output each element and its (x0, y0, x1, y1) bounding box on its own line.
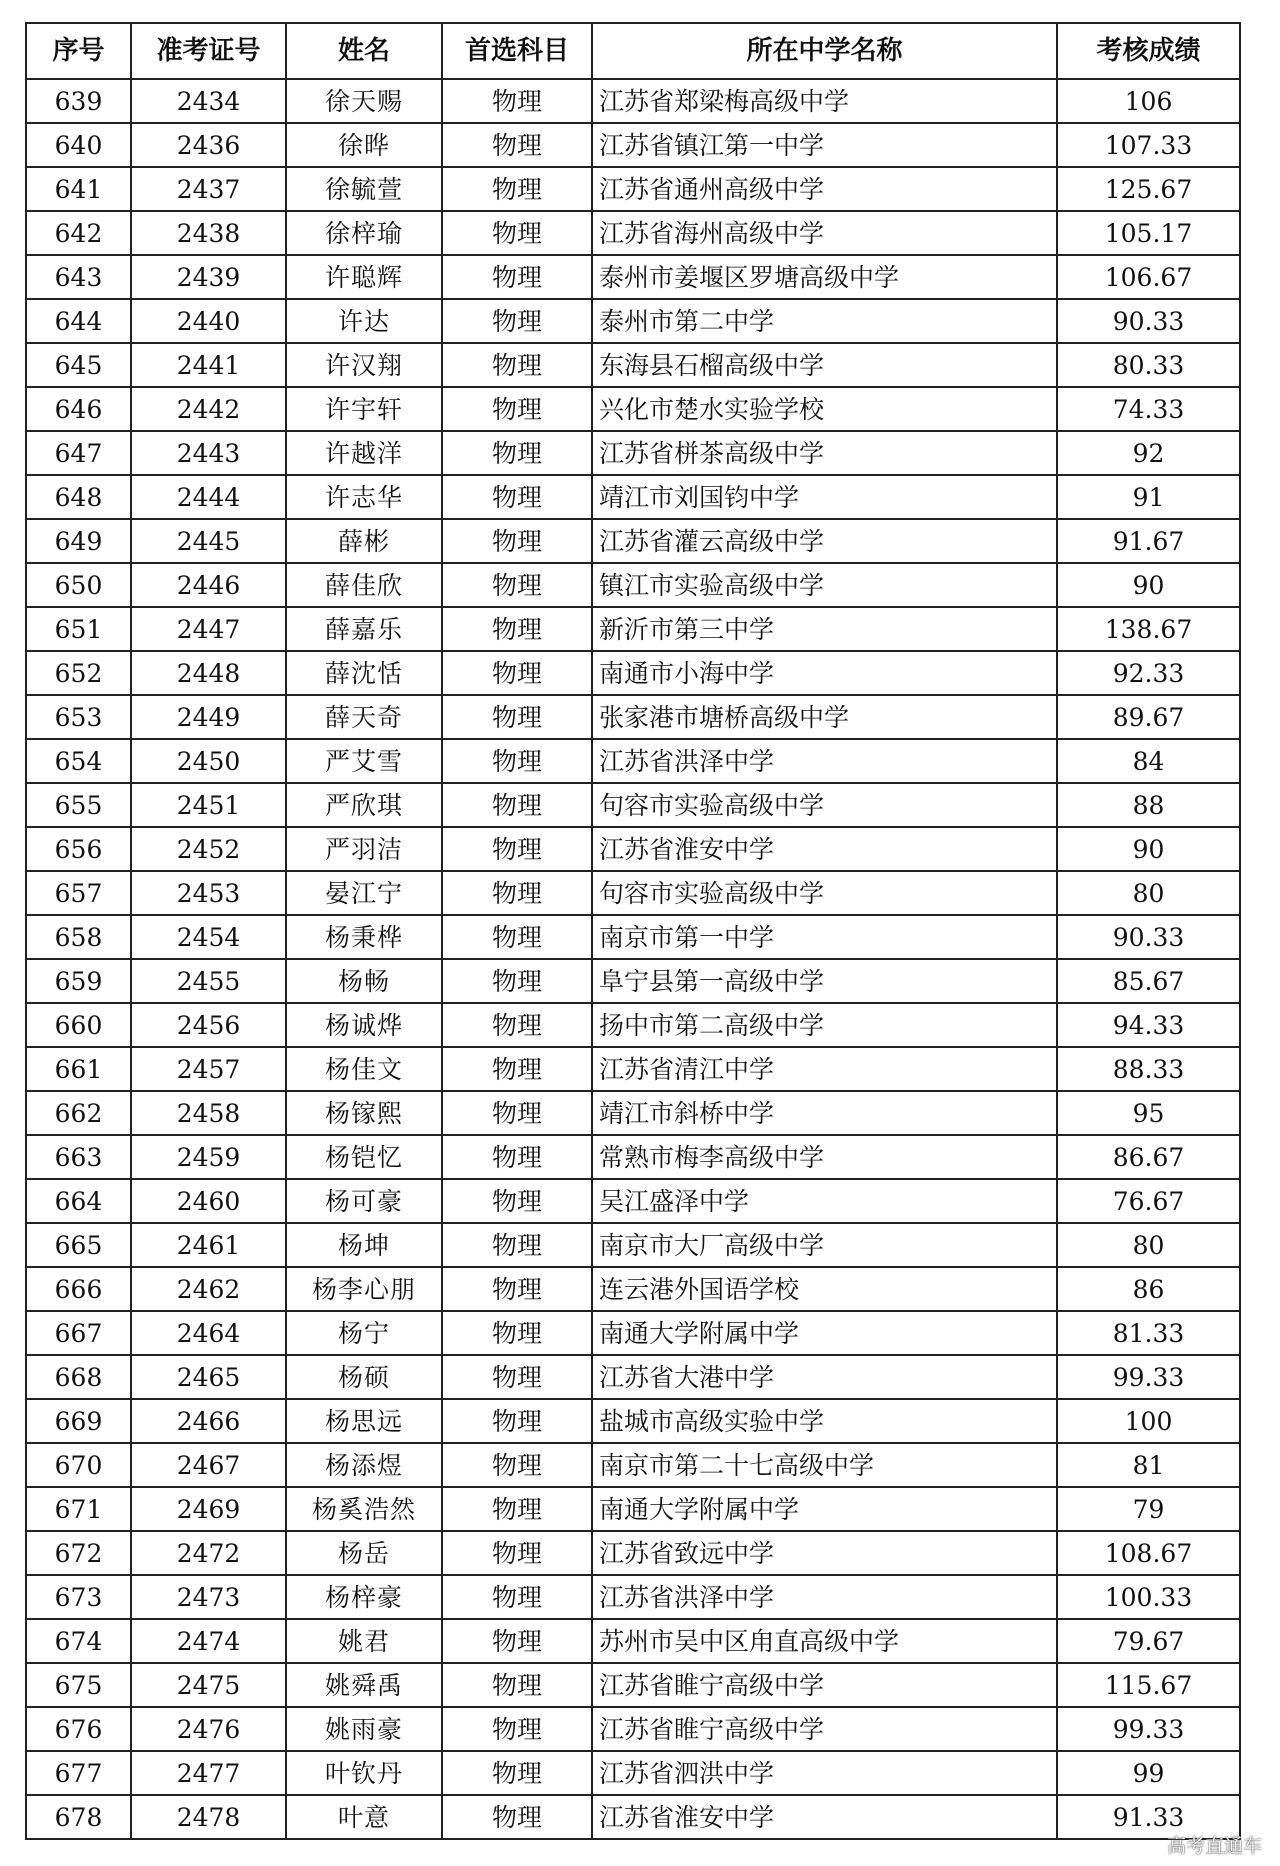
cell-serial: 660 (26, 1003, 131, 1047)
cell-school: 南京市第二十七高级中学 (592, 1443, 1057, 1487)
cell-school: 句容市实验高级中学 (592, 871, 1057, 915)
cell-name: 姚雨豪 (286, 1707, 442, 1751)
cell-score: 91.33 (1057, 1795, 1240, 1839)
cell-subject: 物理 (442, 695, 592, 739)
cell-exam-id: 2458 (131, 1091, 286, 1135)
cell-name: 许宇轩 (286, 387, 442, 431)
cell-exam-id: 2456 (131, 1003, 286, 1047)
cell-subject: 物理 (442, 739, 592, 783)
cell-subject: 物理 (442, 783, 592, 827)
cell-name: 杨硕 (286, 1355, 442, 1399)
cell-name: 姚君 (286, 1619, 442, 1663)
cell-exam-id: 2464 (131, 1311, 286, 1355)
cell-school: 江苏省致远中学 (592, 1531, 1057, 1575)
cell-subject: 物理 (442, 1179, 592, 1223)
cell-score: 80 (1057, 871, 1240, 915)
header-school: 所在中学名称 (592, 23, 1057, 79)
cell-name: 姚舜禹 (286, 1663, 442, 1707)
cell-name: 许志华 (286, 475, 442, 519)
table-row (26, 1619, 1240, 1663)
header-score: 考核成绩 (1057, 23, 1240, 79)
table-row (26, 1091, 1240, 1135)
cell-subject: 物理 (442, 607, 592, 651)
cell-exam-id: 2462 (131, 1267, 286, 1311)
header-row (26, 23, 1240, 79)
cell-exam-id: 2454 (131, 915, 286, 959)
cell-name: 杨铠忆 (286, 1135, 442, 1179)
cell-score: 90 (1057, 563, 1240, 607)
cell-score: 125.67 (1057, 167, 1240, 211)
cell-name: 杨李心朋 (286, 1267, 442, 1311)
cell-name: 薛沈恬 (286, 651, 442, 695)
cell-serial: 675 (26, 1663, 131, 1707)
cell-exam-id: 2450 (131, 739, 286, 783)
cell-school: 江苏省洪泽中学 (592, 1575, 1057, 1619)
cell-score: 74.33 (1057, 387, 1240, 431)
table-row (26, 739, 1240, 783)
cell-subject: 物理 (442, 211, 592, 255)
cell-exam-id: 2437 (131, 167, 286, 211)
watermark: 高考直通车 (1166, 1835, 1262, 1857)
cell-serial: 665 (26, 1223, 131, 1267)
cell-exam-id: 2448 (131, 651, 286, 695)
header-name: 姓名 (286, 23, 442, 79)
cell-school: 兴化市楚水实验学校 (592, 387, 1057, 431)
table-row (26, 211, 1240, 255)
table-row (26, 1707, 1240, 1751)
table-row (26, 827, 1240, 871)
cell-subject: 物理 (442, 1751, 592, 1795)
cell-subject: 物理 (442, 519, 592, 563)
cell-serial: 669 (26, 1399, 131, 1443)
cell-name: 严艾雪 (286, 739, 442, 783)
cell-name: 许汉翔 (286, 343, 442, 387)
cell-school: 江苏省通州高级中学 (592, 167, 1057, 211)
cell-name: 杨坤 (286, 1223, 442, 1267)
cell-school: 镇江市实验高级中学 (592, 563, 1057, 607)
cell-school: 江苏省栟茶高级中学 (592, 431, 1057, 475)
cell-score: 100 (1057, 1399, 1240, 1443)
cell-serial: 674 (26, 1619, 131, 1663)
table-row (26, 79, 1240, 123)
cell-school: 江苏省淮安中学 (592, 827, 1057, 871)
cell-serial: 664 (26, 1179, 131, 1223)
cell-score: 88.33 (1057, 1047, 1240, 1091)
cell-exam-id: 2465 (131, 1355, 286, 1399)
cell-serial: 639 (26, 79, 131, 123)
cell-school: 南京市大厂高级中学 (592, 1223, 1057, 1267)
cell-score: 79.67 (1057, 1619, 1240, 1663)
cell-subject: 物理 (442, 651, 592, 695)
cell-subject: 物理 (442, 1487, 592, 1531)
cell-name: 杨宁 (286, 1311, 442, 1355)
table-row (26, 1575, 1240, 1619)
cell-subject: 物理 (442, 1531, 592, 1575)
cell-serial: 666 (26, 1267, 131, 1311)
cell-exam-id: 2459 (131, 1135, 286, 1179)
cell-serial: 678 (26, 1795, 131, 1839)
cell-exam-id: 2447 (131, 607, 286, 651)
cell-serial: 656 (26, 827, 131, 871)
cell-school: 江苏省灌云高级中学 (592, 519, 1057, 563)
cell-subject: 物理 (442, 1355, 592, 1399)
cell-name: 许越洋 (286, 431, 442, 475)
cell-exam-id: 2442 (131, 387, 286, 431)
cell-subject: 物理 (442, 1003, 592, 1047)
cell-exam-id: 2455 (131, 959, 286, 1003)
cell-subject: 物理 (442, 1795, 592, 1839)
cell-exam-id: 2473 (131, 1575, 286, 1619)
table-row (26, 915, 1240, 959)
cell-name: 薛嘉乐 (286, 607, 442, 651)
cell-serial: 668 (26, 1355, 131, 1399)
cell-score: 81.33 (1057, 1311, 1240, 1355)
cell-school: 江苏省睢宁高级中学 (592, 1707, 1057, 1751)
cell-school: 盐城市高级实验中学 (592, 1399, 1057, 1443)
cell-subject: 物理 (442, 1575, 592, 1619)
cell-subject: 物理 (442, 79, 592, 123)
cell-subject: 物理 (442, 1399, 592, 1443)
table-row (26, 1267, 1240, 1311)
cell-score: 86.67 (1057, 1135, 1240, 1179)
cell-exam-id: 2457 (131, 1047, 286, 1091)
cell-score: 86 (1057, 1267, 1240, 1311)
cell-name: 杨秉桦 (286, 915, 442, 959)
cell-exam-id: 2460 (131, 1179, 286, 1223)
table-row (26, 1487, 1240, 1531)
cell-serial: 642 (26, 211, 131, 255)
cell-name: 薛彬 (286, 519, 442, 563)
cell-name: 叶意 (286, 1795, 442, 1839)
cell-school: 南通大学附属中学 (592, 1311, 1057, 1355)
cell-name: 许聪辉 (286, 255, 442, 299)
cell-exam-id: 2444 (131, 475, 286, 519)
table-row (26, 255, 1240, 299)
cell-serial: 647 (26, 431, 131, 475)
cell-subject: 物理 (442, 827, 592, 871)
cell-serial: 667 (26, 1311, 131, 1355)
cell-school: 新沂市第三中学 (592, 607, 1057, 651)
cell-serial: 648 (26, 475, 131, 519)
cell-score: 90 (1057, 827, 1240, 871)
cell-subject: 物理 (442, 1267, 592, 1311)
cell-score: 89.67 (1057, 695, 1240, 739)
cell-school: 靖江市斜桥中学 (592, 1091, 1057, 1135)
cell-score: 76.67 (1057, 1179, 1240, 1223)
cell-score: 84 (1057, 739, 1240, 783)
cell-subject: 物理 (442, 1047, 592, 1091)
cell-serial: 670 (26, 1443, 131, 1487)
cell-serial: 677 (26, 1751, 131, 1795)
cell-name: 薛天奇 (286, 695, 442, 739)
cell-exam-id: 2436 (131, 123, 286, 167)
cell-serial: 652 (26, 651, 131, 695)
cell-exam-id: 2475 (131, 1663, 286, 1707)
cell-score: 108.67 (1057, 1531, 1240, 1575)
cell-exam-id: 2476 (131, 1707, 286, 1751)
table-row (26, 1135, 1240, 1179)
cell-subject: 物理 (442, 431, 592, 475)
cell-name: 薛佳欣 (286, 563, 442, 607)
cell-exam-id: 2449 (131, 695, 286, 739)
table-row (26, 1355, 1240, 1399)
cell-score: 79 (1057, 1487, 1240, 1531)
cell-serial: 672 (26, 1531, 131, 1575)
cell-exam-id: 2438 (131, 211, 286, 255)
cell-exam-id: 2434 (131, 79, 286, 123)
cell-serial: 654 (26, 739, 131, 783)
cell-score: 115.67 (1057, 1663, 1240, 1707)
cell-school: 阜宁县第一高级中学 (592, 959, 1057, 1003)
cell-school: 江苏省海州高级中学 (592, 211, 1057, 255)
cell-exam-id: 2445 (131, 519, 286, 563)
cell-serial: 659 (26, 959, 131, 1003)
cell-name: 杨诚烨 (286, 1003, 442, 1047)
cell-serial: 657 (26, 871, 131, 915)
cell-exam-id: 2474 (131, 1619, 286, 1663)
cell-exam-id: 2472 (131, 1531, 286, 1575)
table-row (26, 1223, 1240, 1267)
cell-name: 杨佳文 (286, 1047, 442, 1091)
cell-subject: 物理 (442, 959, 592, 1003)
score-table (25, 22, 1241, 1840)
cell-subject: 物理 (442, 299, 592, 343)
table-row (26, 1443, 1240, 1487)
table-row (26, 1751, 1240, 1795)
cell-name: 杨奚浩然 (286, 1487, 442, 1531)
cell-subject: 物理 (442, 123, 592, 167)
cell-serial: 671 (26, 1487, 131, 1531)
table-row (26, 123, 1240, 167)
cell-name: 杨镓熙 (286, 1091, 442, 1135)
cell-school: 江苏省淮安中学 (592, 1795, 1057, 1839)
cell-score: 88 (1057, 783, 1240, 827)
cell-school: 泰州市第二中学 (592, 299, 1057, 343)
table-row (26, 519, 1240, 563)
table-row (26, 563, 1240, 607)
cell-exam-id: 2477 (131, 1751, 286, 1795)
cell-name: 晏江宁 (286, 871, 442, 915)
cell-subject: 物理 (442, 1663, 592, 1707)
cell-score: 90.33 (1057, 299, 1240, 343)
table-row (26, 695, 1240, 739)
cell-school: 江苏省大港中学 (592, 1355, 1057, 1399)
cell-score: 99.33 (1057, 1355, 1240, 1399)
cell-exam-id: 2443 (131, 431, 286, 475)
cell-score: 92.33 (1057, 651, 1240, 695)
table-row (26, 475, 1240, 519)
cell-name: 徐晔 (286, 123, 442, 167)
cell-score: 91.67 (1057, 519, 1240, 563)
table-row (26, 1003, 1240, 1047)
cell-school: 江苏省泗洪中学 (592, 1751, 1057, 1795)
cell-serial: 650 (26, 563, 131, 607)
cell-score: 106 (1057, 79, 1240, 123)
cell-subject: 物理 (442, 343, 592, 387)
table-row (26, 651, 1240, 695)
cell-exam-id: 2453 (131, 871, 286, 915)
cell-name: 徐毓萱 (286, 167, 442, 211)
cell-name: 杨梓豪 (286, 1575, 442, 1619)
cell-score: 107.33 (1057, 123, 1240, 167)
table-row (26, 387, 1240, 431)
cell-serial: 646 (26, 387, 131, 431)
cell-exam-id: 2478 (131, 1795, 286, 1839)
cell-subject: 物理 (442, 1091, 592, 1135)
cell-serial: 676 (26, 1707, 131, 1751)
cell-score: 95 (1057, 1091, 1240, 1135)
table-row (26, 783, 1240, 827)
cell-score: 80.33 (1057, 343, 1240, 387)
cell-exam-id: 2440 (131, 299, 286, 343)
cell-subject: 物理 (442, 563, 592, 607)
table-row (26, 1047, 1240, 1091)
cell-name: 严欣琪 (286, 783, 442, 827)
table-row (26, 431, 1240, 475)
cell-school: 泰州市姜堰区罗塘高级中学 (592, 255, 1057, 299)
cell-school: 江苏省镇江第一中学 (592, 123, 1057, 167)
cell-serial: 651 (26, 607, 131, 651)
cell-score: 106.67 (1057, 255, 1240, 299)
cell-subject: 物理 (442, 475, 592, 519)
cell-exam-id: 2469 (131, 1487, 286, 1531)
cell-subject: 物理 (442, 1135, 592, 1179)
cell-school: 张家港市塘桥高级中学 (592, 695, 1057, 739)
cell-score: 99.33 (1057, 1707, 1240, 1751)
table-row (26, 299, 1240, 343)
cell-school: 江苏省郑梁梅高级中学 (592, 79, 1057, 123)
cell-school: 扬中市第二高级中学 (592, 1003, 1057, 1047)
cell-school: 苏州市吴中区甪直高级中学 (592, 1619, 1057, 1663)
cell-serial: 658 (26, 915, 131, 959)
cell-school: 连云港外国语学校 (592, 1267, 1057, 1311)
cell-score: 91 (1057, 475, 1240, 519)
cell-exam-id: 2452 (131, 827, 286, 871)
cell-serial: 640 (26, 123, 131, 167)
cell-subject: 物理 (442, 915, 592, 959)
cell-name: 许达 (286, 299, 442, 343)
cell-name: 杨岳 (286, 1531, 442, 1575)
cell-serial: 663 (26, 1135, 131, 1179)
cell-school: 常熟市梅李高级中学 (592, 1135, 1057, 1179)
cell-subject: 物理 (442, 1707, 592, 1751)
cell-school: 江苏省清江中学 (592, 1047, 1057, 1091)
cell-score: 138.67 (1057, 607, 1240, 651)
table-row (26, 343, 1240, 387)
cell-score: 81 (1057, 1443, 1240, 1487)
cell-school: 吴江盛泽中学 (592, 1179, 1057, 1223)
cell-score: 92 (1057, 431, 1240, 475)
table-row (26, 1663, 1240, 1707)
cell-school: 句容市实验高级中学 (592, 783, 1057, 827)
cell-school: 南京市第一中学 (592, 915, 1057, 959)
table-row (26, 1795, 1240, 1839)
cell-serial: 673 (26, 1575, 131, 1619)
cell-school: 靖江市刘国钧中学 (592, 475, 1057, 519)
cell-name: 杨添煜 (286, 1443, 442, 1487)
table-row (26, 1531, 1240, 1575)
cell-score: 100.33 (1057, 1575, 1240, 1619)
table-row (26, 167, 1240, 211)
table-row (26, 1311, 1240, 1355)
cell-exam-id: 2461 (131, 1223, 286, 1267)
cell-school: 江苏省洪泽中学 (592, 739, 1057, 783)
cell-name: 杨畅 (286, 959, 442, 1003)
cell-score: 99 (1057, 1751, 1240, 1795)
cell-school: 南通市小海中学 (592, 651, 1057, 695)
cell-serial: 644 (26, 299, 131, 343)
cell-name: 杨思远 (286, 1399, 442, 1443)
table-row (26, 1179, 1240, 1223)
cell-subject: 物理 (442, 1619, 592, 1663)
cell-subject: 物理 (442, 1443, 592, 1487)
header-serial: 序号 (26, 23, 131, 79)
cell-serial: 643 (26, 255, 131, 299)
cell-school: 南通大学附属中学 (592, 1487, 1057, 1531)
cell-school: 江苏省睢宁高级中学 (592, 1663, 1057, 1707)
cell-serial: 662 (26, 1091, 131, 1135)
cell-serial: 653 (26, 695, 131, 739)
cell-name: 徐天赐 (286, 79, 442, 123)
cell-exam-id: 2451 (131, 783, 286, 827)
cell-subject: 物理 (442, 387, 592, 431)
cell-score: 85.67 (1057, 959, 1240, 1003)
table-row (26, 959, 1240, 1003)
cell-subject: 物理 (442, 871, 592, 915)
cell-serial: 641 (26, 167, 131, 211)
cell-exam-id: 2439 (131, 255, 286, 299)
cell-serial: 649 (26, 519, 131, 563)
cell-name: 叶钦丹 (286, 1751, 442, 1795)
table-row (26, 871, 1240, 915)
cell-subject: 物理 (442, 1223, 592, 1267)
cell-serial: 655 (26, 783, 131, 827)
header-subject: 首选科目 (442, 23, 592, 79)
cell-score: 80 (1057, 1223, 1240, 1267)
cell-school: 东海县石榴高级中学 (592, 343, 1057, 387)
cell-name: 徐梓瑜 (286, 211, 442, 255)
cell-subject: 物理 (442, 255, 592, 299)
table-row (26, 607, 1240, 651)
cell-subject: 物理 (442, 1311, 592, 1355)
cell-score: 105.17 (1057, 211, 1240, 255)
table-row (26, 1399, 1240, 1443)
cell-exam-id: 2466 (131, 1399, 286, 1443)
cell-exam-id: 2441 (131, 343, 286, 387)
cell-serial: 645 (26, 343, 131, 387)
cell-name: 杨可豪 (286, 1179, 442, 1223)
header-exam-id: 准考证号 (131, 23, 286, 79)
cell-subject: 物理 (442, 167, 592, 211)
cell-exam-id: 2467 (131, 1443, 286, 1487)
cell-score: 90.33 (1057, 915, 1240, 959)
cell-exam-id: 2446 (131, 563, 286, 607)
cell-name: 严羽洁 (286, 827, 442, 871)
cell-serial: 661 (26, 1047, 131, 1091)
cell-score: 94.33 (1057, 1003, 1240, 1047)
